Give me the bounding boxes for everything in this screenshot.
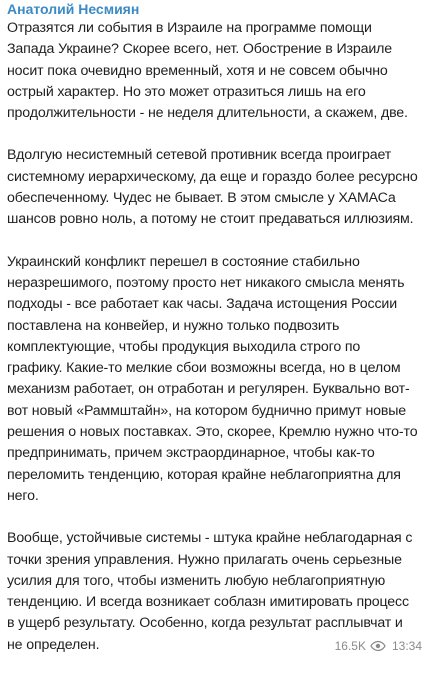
text-line: Отразятся ли события в Израиле на программе помощи [7, 20, 372, 36]
text-line: обеспеченному. Чудес не бывает. В этом смысле у ХАМАСа [7, 190, 396, 207]
text-line: в ущерб результату. Особенно, когда результат расплывчат и [7, 615, 403, 632]
text-line: предпринимать, причем экстраординарное, чтобы как-то [7, 445, 375, 462]
message-meta [335, 638, 422, 654]
text-line: Украинский конфликт перешел в состояние стабильно [7, 253, 360, 270]
text-line: комплектующие, чтобы продукция выходила строго по [7, 338, 361, 355]
text-line: Запада Украине? Скорее всего, нет. Обострение в Израиле [7, 41, 392, 58]
text-line: не определен. [7, 636, 100, 653]
text-line: подходы - все работает как часы. Задача истощения России [7, 296, 397, 313]
paragraph [7, 528, 422, 656]
text-line: носит пока очевидно временный, хотя и не совсем обычно [7, 62, 388, 79]
text-line: продолжительности - не неделя длительности, а скажем, две. [7, 105, 408, 122]
paragraph [7, 145, 422, 230]
text-line: системному иерархическому, да еще и гораздо более ресурсно [7, 168, 418, 185]
text-line: шансов ровно ноль, а потому не стоит предаваться иллюзиям. [7, 211, 414, 228]
text-line: усилия для того, чтобы изменить любую неблагоприятную [7, 572, 386, 589]
text-line: поставлена на конвейер, и нужно только подвозить [7, 317, 340, 334]
text-line: тенденцию. И всегда возникает соблазн имитировать процесс [7, 594, 409, 611]
text-line: переломить тенденцию, которая крайне неблагоприятна для [7, 466, 401, 483]
paragraph [7, 18, 422, 124]
text-line: точки зрения управления. Нужно прилагать очень серьезные [7, 551, 402, 568]
text-line: Вдолгую несистемный сетевой противник всегда проиграет [7, 147, 392, 164]
text-line: него. [7, 487, 39, 504]
text-line: острый характер. Но это может отразиться лишь на его [7, 83, 366, 100]
view-count: 16.5K [334, 639, 366, 653]
paragraph [7, 252, 422, 508]
text-line: механизм работает, он отработан и регулярен. Буквально вот- [7, 381, 410, 398]
text-line: неразрешимого, поэтому просто нет никакого смысла менять [7, 274, 405, 291]
text-line: вот новый «Раммштайн», на котором буднично примут новые [7, 402, 407, 419]
message-text [7, 18, 422, 677]
text-line: графику. Какие-то мелкие сбои возможны всегда, но в целом [7, 360, 401, 377]
message-time: 13:34 [391, 639, 422, 653]
eye-icon [370, 640, 386, 652]
post-author[interactable]: Анатолий Несмиян [7, 1, 140, 17]
text-line: Вообще, устойчивые системы - штука крайне неблагодарная с [7, 530, 413, 547]
text-line: решения о новых поставках. Это, скорее, Кремлю нужно что-то [7, 424, 418, 441]
